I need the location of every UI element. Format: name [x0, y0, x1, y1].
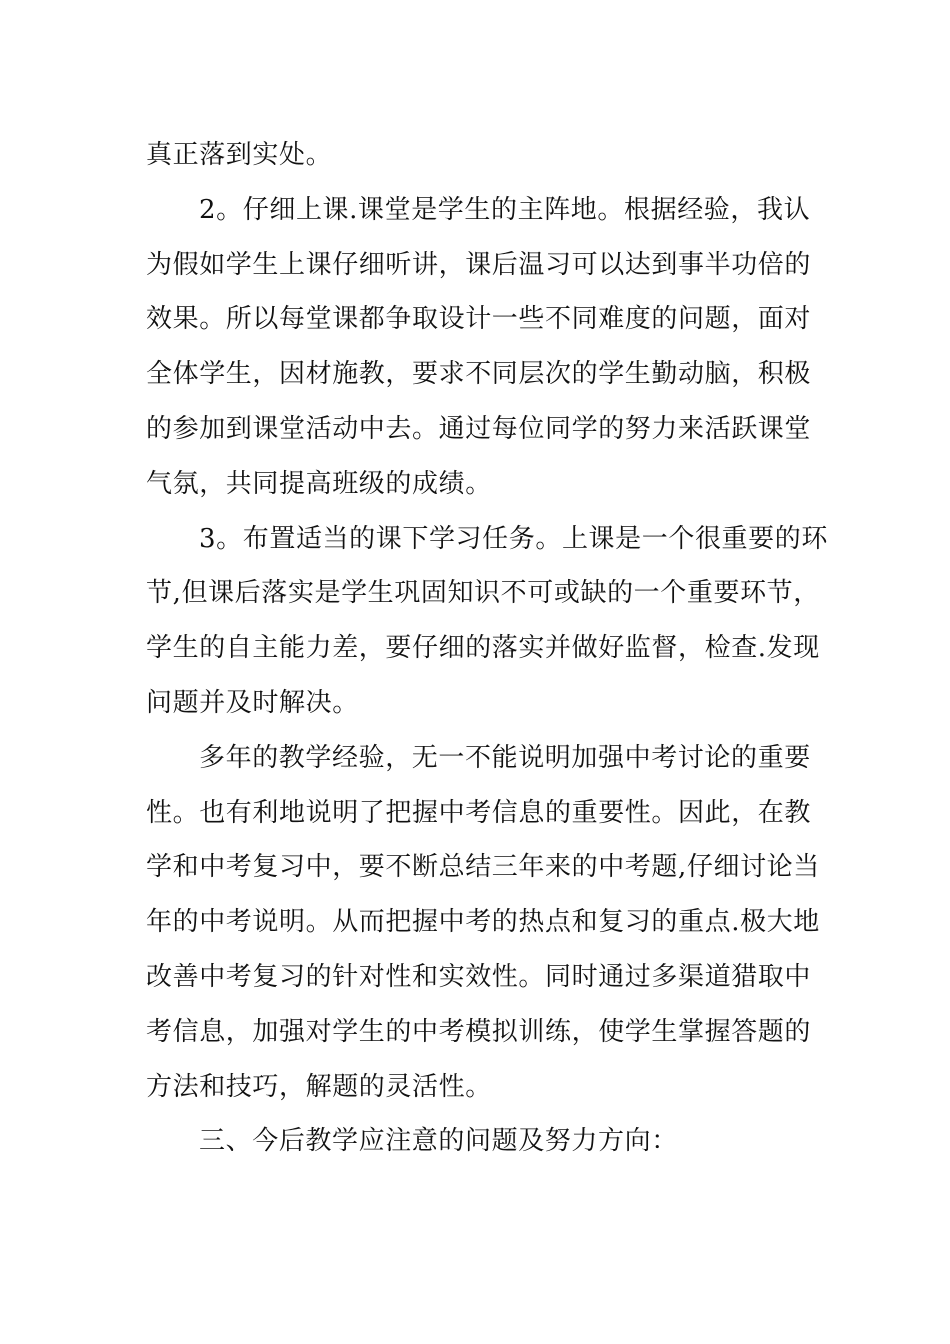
- text-line: 改善中考复习的针对性和实效性。同时通过多渠道猎取中: [146, 961, 812, 992]
- text-line: 气氛，共同提高班级的成绩。: [146, 468, 492, 499]
- section-heading: 三、今后教学应注意的问题及努力方向：: [199, 1126, 678, 1157]
- text-line: 多年的教学经验，无一不能说明加强中考讨论的重要: [199, 742, 811, 773]
- text-line: 3。布置适当的课下学习任务。上课是一个很重要的环: [199, 523, 828, 554]
- text-line: 真正落到实处。: [146, 140, 333, 170]
- text-line: 方法和技巧，解题的灵活性。: [146, 1071, 492, 1102]
- text-line: 节,但课后落实是学生巩固知识不可或缺的一个重要环节，: [146, 578, 820, 609]
- text-line: 学生的自主能力差，要仔细的落实并做好监督，检查.发现: [146, 633, 820, 664]
- text-line: 年的中考说明。从而把握中考的热点和复习的重点.极大地: [146, 907, 820, 938]
- text-line: 为假如学生上课仔细听讲，课后温习可以达到事半功倍的: [146, 249, 812, 280]
- text-line: 2。仔细上课.课堂是学生的主阵地。根据经验，我认: [199, 194, 811, 225]
- text-line: 效果。所以每堂课都争取设计一些不同难度的问题，面对: [146, 304, 812, 335]
- text-line: 全体学生，因材施教，要求不同层次的学生勤动脑，积极: [146, 359, 812, 390]
- text-line: 的参加到课堂活动中去。通过每位同学的努力来活跃课堂: [146, 413, 812, 444]
- text-line: 性。也有利地说明了把握中考信息的重要性。因此，在教: [146, 797, 812, 828]
- text-line: 考信息，加强对学生的中考模拟训练，使学生掌握答题的: [146, 1016, 812, 1047]
- text-line: 问题并及时解决。: [146, 687, 359, 718]
- body-text: [146, 128, 828, 1169]
- text-line: 学和中考复习中，要不断总结三年来的中考题,仔细讨论当: [146, 852, 820, 883]
